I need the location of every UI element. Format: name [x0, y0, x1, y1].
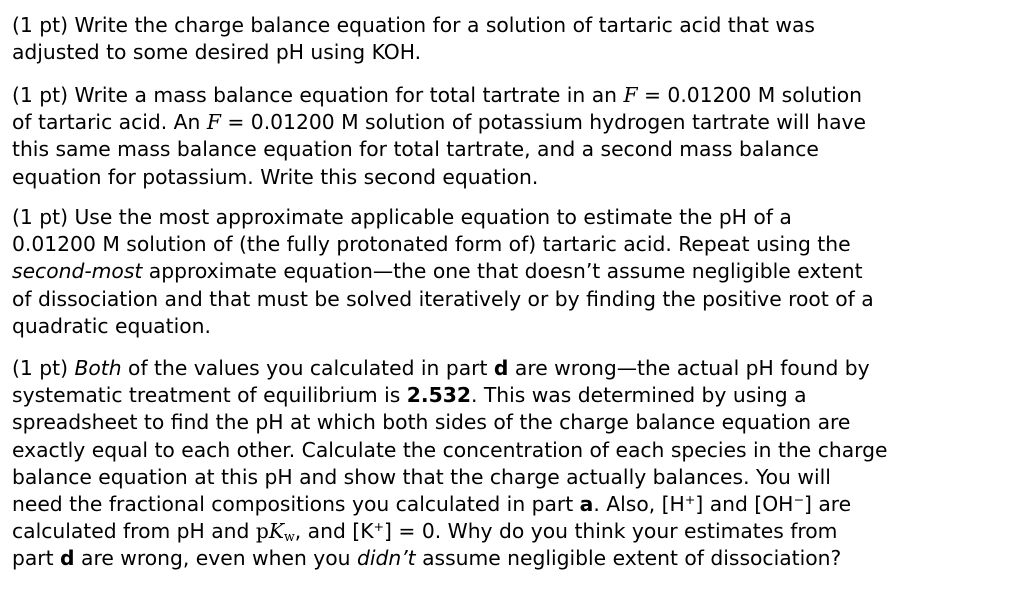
text-line: of dissociation and that must be solved iteratively or by finding the positive root of a [12, 286, 874, 311]
text-run: ] are [803, 492, 852, 517]
text-line: (1 pt) Use the most approximate applicable equation to estimate the pH of a [12, 205, 792, 229]
text-line [12, 518, 1012, 545]
text-line: exactly equal to each other. Calculate the concentration of each species in the charge [12, 437, 888, 462]
part-reference: d [60, 546, 75, 571]
text-run: need the fractional compositions you calculated in part [12, 492, 580, 517]
text-line [12, 82, 1012, 109]
plus-superscript: + [373, 519, 385, 535]
emphasis: second-most [12, 259, 143, 284]
pkw-symbol: $pK_w$ [255, 519, 295, 545]
text-run: assume negligible extent of dissociation? [415, 546, 842, 571]
emphasis: didn’t [356, 546, 416, 571]
text-run: are wrong—the actual pH found by [508, 356, 870, 380]
text-line: this same mass balance equation for total tartrate, and a second mass balance [12, 137, 819, 162]
question-estimate-ph [12, 204, 1012, 340]
text-line [12, 355, 1012, 382]
text-run: calculated from pH and [12, 519, 256, 544]
text-run: . Also, [H [593, 492, 685, 517]
text-run: (1 pt) [12, 356, 75, 380]
text-run: = 0.01200 M solution [637, 83, 862, 107]
text-run: (1 pt) Write a mass balance equation for total tartrate in an [12, 83, 624, 107]
text-line [12, 382, 1012, 409]
text-run: = 0.01200 M solution of potassium hydrogen tartrate will have [220, 110, 866, 135]
part-reference: a [579, 492, 594, 517]
text-run: are wrong, even when you [74, 546, 357, 571]
formal-concentration-symbol: F [206, 110, 221, 135]
text-line: adjusted to some desired pH using KOH. [12, 40, 422, 65]
text-run: , and [K [294, 519, 374, 544]
text-line: 0.01200 M solution of (the fully protonated form of) tartaric acid. Repeat using the [12, 232, 851, 257]
text-run: of the values you calculated in part [121, 356, 494, 380]
question-systematic-treatment [12, 355, 1012, 573]
text-line: (1 pt) Write the charge balance equation for a solution of tartaric acid that was [12, 13, 815, 37]
text-line [12, 258, 1012, 285]
question-charge-balance [12, 12, 1012, 66]
text-run: approximate equation—the one that doesn’t assume negligible extent [142, 259, 863, 284]
text-line: quadratic equation. [12, 313, 211, 338]
part-reference: d [493, 356, 509, 380]
minus-superscript: − [793, 492, 804, 508]
ph-value: 2.532 [406, 383, 471, 408]
text-line [12, 545, 1012, 572]
text-run: part [12, 546, 61, 571]
text-run: . This was determined by using a [470, 383, 807, 408]
w-subscript: w [284, 529, 295, 545]
question-mass-balance [12, 82, 1012, 191]
emphasis: Both [74, 356, 122, 380]
text-line: equation for potassium. Write this second equation. [12, 164, 539, 189]
text-run: systematic treatment of equilibrium is [12, 383, 407, 408]
text-run: ] = 0. Why do you think your estimates from [384, 519, 838, 544]
text-run: of tartaric acid. An [12, 110, 207, 135]
text-line [12, 491, 1012, 518]
plus-superscript: + [684, 492, 696, 508]
formal-concentration-symbol: F [623, 83, 638, 107]
text-line: balance equation at this pH and show that the charge actually balances. You will [12, 464, 831, 489]
text-run: ] and [OH [695, 492, 794, 517]
text-line: spreadsheet to find the pH at which both sides of the charge balance equation are [12, 410, 851, 435]
text-line [12, 109, 1012, 136]
k-italic: K [268, 519, 284, 544]
